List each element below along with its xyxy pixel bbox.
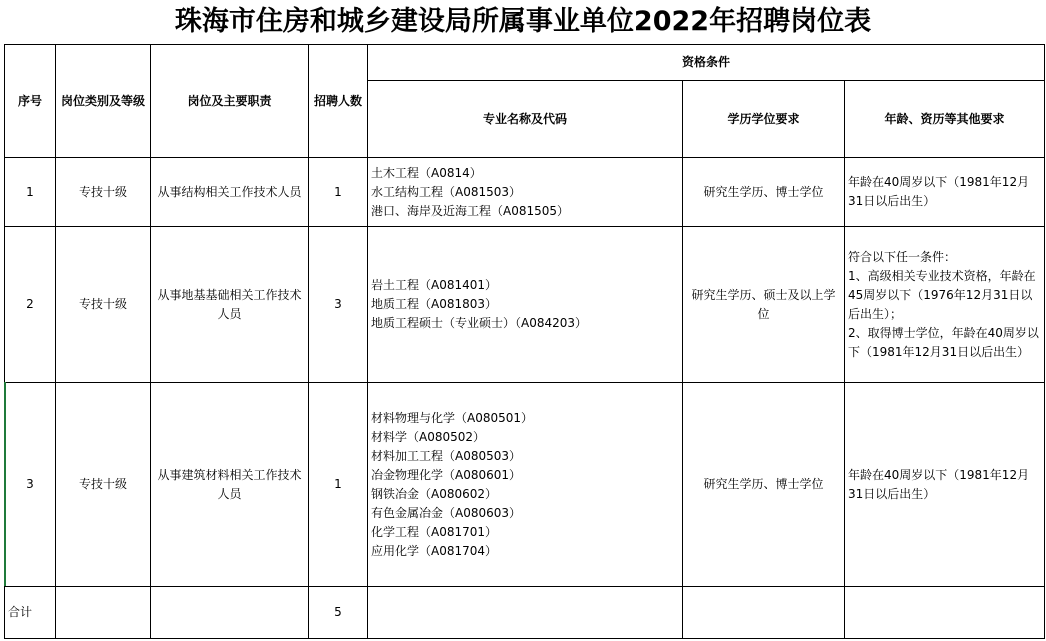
major-item: 地质工程硕士（专业硕士）（A084203） [371, 316, 588, 330]
cell-empty[interactable] [368, 587, 683, 639]
cell-total-label[interactable]: 合计 [5, 587, 56, 639]
cell-majors[interactable] [368, 158, 683, 227]
major-item: 化学工程（A081701） [371, 524, 498, 539]
major-item: 水工结构工程（A081503） [371, 184, 522, 199]
cell-majors[interactable] [368, 227, 683, 383]
page-title: 珠海市住房和城乡建设局所属事业单位2022年招聘岗位表 [174, 6, 872, 37]
major-item: 钢铁冶金（A080602） [371, 486, 498, 501]
cell-category[interactable]: 专技十级 [56, 158, 151, 227]
total-row [5, 587, 1045, 639]
header-seq[interactable]: 序号 [5, 45, 56, 158]
table-row [5, 383, 1045, 587]
cell-duties[interactable]: 从事建筑材料相关工作技术人员 [151, 383, 309, 587]
cell-majors[interactable] [368, 383, 683, 587]
cell-seq[interactable]: 1 [5, 158, 56, 227]
table-row [5, 158, 1045, 227]
cell-seq[interactable]: 3 [5, 383, 56, 587]
cell-category[interactable]: 专技十级 [56, 227, 151, 383]
requirement-line: 年龄在40周岁以下（1981年12月31日以后出生） [848, 175, 1030, 208]
cell-empty[interactable] [845, 587, 1045, 639]
major-item: 材料加工工程（A080503） [371, 448, 522, 463]
cell-total-count[interactable]: 5 [309, 587, 368, 639]
major-item: 冶金物理化学（A080601） [371, 467, 522, 482]
major-item: 应用化学（A081704） [371, 543, 498, 558]
major-item: 土木工程（A0814） [371, 165, 482, 180]
header-degree[interactable]: 学历学位要求 [683, 81, 845, 158]
cell-other[interactable] [845, 158, 1045, 227]
cell-count[interactable]: 1 [309, 383, 368, 587]
header-qualifications[interactable]: 资格条件 [368, 45, 1045, 81]
major-item: 港口、海岸及近海工程（A081505） [371, 203, 570, 218]
cell-count[interactable]: 3 [309, 227, 368, 383]
requirement-line: 符合以下任一条件： [848, 249, 957, 264]
major-item: 岩土工程（A081401） [371, 278, 498, 292]
header-duties[interactable]: 岗位及主要职责 [151, 45, 309, 158]
header-category[interactable]: 岗位类别及等级 [56, 45, 151, 158]
requirement-line: 2、取得博士学位，年龄在40周岁以下（1981年12月31日以后出生） [848, 325, 1039, 359]
header-count[interactable]: 招聘人数 [309, 45, 368, 158]
cell-degree[interactable]: 研究生学历、博士学位 [683, 158, 845, 227]
recruitment-table [4, 44, 1045, 639]
requirement-line: 1、高级相关专业技术资格，年龄在45周岁以下（1976年12月31日以后出生）； [848, 268, 1036, 321]
major-item: 材料物理与化学（A080501） [371, 410, 534, 425]
cell-duties[interactable]: 从事结构相关工作技术人员 [151, 158, 309, 227]
cell-empty[interactable] [151, 587, 309, 639]
header-major[interactable]: 专业名称及代码 [368, 81, 683, 158]
table-row [5, 227, 1045, 383]
major-item: 地质工程（A081803） [371, 297, 498, 311]
cell-category[interactable]: 专技十级 [56, 383, 151, 587]
cell-other[interactable] [845, 383, 1045, 587]
cell-seq[interactable]: 2 [5, 227, 56, 383]
cell-duties[interactable]: 从事地基基础相关工作技术人员 [151, 227, 309, 383]
major-item: 材料学（A080502） [371, 429, 486, 444]
selection-edge [4, 382, 6, 586]
header-other[interactable]: 年龄、资历等其他要求 [845, 81, 1045, 158]
cell-other[interactable] [845, 227, 1045, 383]
requirement-line: 年龄在40周岁以下（1981年12月31日以后出生） [848, 467, 1030, 501]
major-item: 有色金属冶金（A080603） [371, 505, 522, 520]
cell-degree[interactable]: 研究生学历、硕士及以上学位 [683, 227, 845, 383]
cell-degree[interactable]: 研究生学历、博士学位 [683, 383, 845, 587]
cell-empty[interactable] [683, 587, 845, 639]
cell-empty[interactable] [56, 587, 151, 639]
header-row-1 [5, 45, 1045, 81]
cell-count[interactable]: 1 [309, 158, 368, 227]
